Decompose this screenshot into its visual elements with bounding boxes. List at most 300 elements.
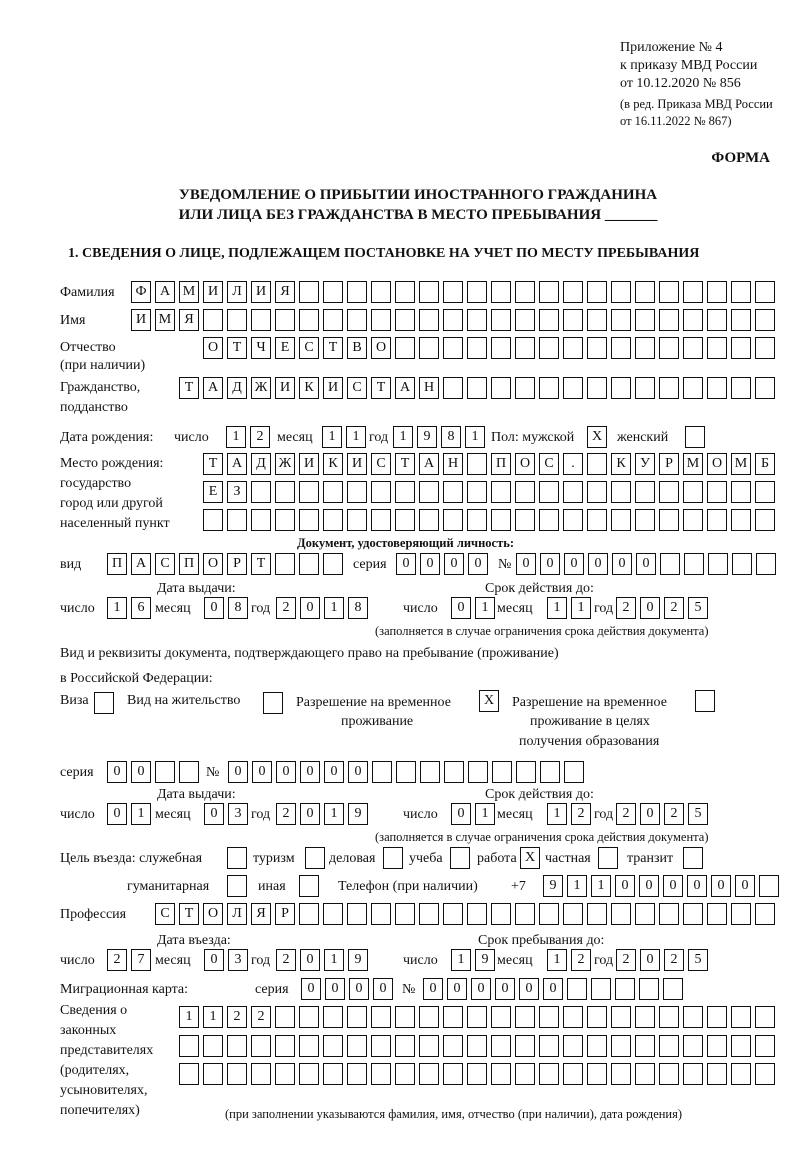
char-box[interactable] <box>563 377 583 399</box>
char-box[interactable] <box>659 1063 679 1085</box>
char-box[interactable] <box>371 903 391 925</box>
char-box[interactable]: С <box>347 377 367 399</box>
char-box[interactable] <box>539 1006 559 1028</box>
char-box[interactable] <box>683 847 703 869</box>
char-box[interactable] <box>299 1035 319 1057</box>
char-box[interactable] <box>395 337 415 359</box>
char-box[interactable] <box>695 690 715 712</box>
char-box[interactable] <box>591 978 611 1000</box>
char-box[interactable] <box>587 903 607 925</box>
char-box[interactable] <box>491 903 511 925</box>
char-box[interactable] <box>251 309 271 331</box>
char-box[interactable] <box>515 281 535 303</box>
char-box[interactable] <box>759 875 779 897</box>
char-box[interactable] <box>755 903 775 925</box>
char-box[interactable] <box>227 309 247 331</box>
char-box[interactable] <box>515 509 535 531</box>
char-box[interactable]: 0 <box>663 875 683 897</box>
char-box[interactable] <box>563 337 583 359</box>
char-box[interactable]: У <box>635 453 655 475</box>
char-box[interactable] <box>755 481 775 503</box>
char-box[interactable] <box>540 761 560 783</box>
char-box[interactable] <box>443 903 463 925</box>
char-box[interactable] <box>707 509 727 531</box>
char-box[interactable]: 0 <box>252 761 272 783</box>
char-box[interactable]: 0 <box>735 875 755 897</box>
char-box[interactable] <box>683 309 703 331</box>
char-box[interactable]: Т <box>371 377 391 399</box>
char-box[interactable] <box>347 1035 367 1057</box>
char-box[interactable] <box>419 309 439 331</box>
char-box[interactable]: Ф <box>131 281 151 303</box>
char-box[interactable] <box>564 761 584 783</box>
char-box[interactable]: 1 <box>226 426 246 448</box>
char-box[interactable] <box>203 1063 223 1085</box>
char-box[interactable]: Б <box>755 453 775 475</box>
char-box[interactable] <box>299 281 319 303</box>
char-box[interactable] <box>635 1035 655 1057</box>
char-box[interactable] <box>467 337 487 359</box>
char-box[interactable] <box>371 281 391 303</box>
char-box[interactable] <box>611 481 631 503</box>
char-box[interactable] <box>491 481 511 503</box>
char-box[interactable]: 0 <box>447 978 467 1000</box>
char-box[interactable] <box>635 281 655 303</box>
char-box[interactable] <box>563 1035 583 1057</box>
char-box[interactable] <box>639 978 659 1000</box>
char-box[interactable] <box>323 1035 343 1057</box>
char-box[interactable] <box>323 553 343 575</box>
char-box[interactable]: 8 <box>441 426 461 448</box>
char-box[interactable]: С <box>299 337 319 359</box>
char-box[interactable] <box>683 1006 703 1028</box>
char-box[interactable]: 1 <box>451 949 471 971</box>
char-box[interactable]: 1 <box>107 597 127 619</box>
char-box[interactable]: 0 <box>204 803 224 825</box>
char-box[interactable] <box>491 1063 511 1085</box>
char-box[interactable]: Н <box>419 377 439 399</box>
char-box[interactable] <box>299 553 319 575</box>
char-box[interactable] <box>755 377 775 399</box>
char-box[interactable] <box>251 481 271 503</box>
char-box[interactable] <box>419 337 439 359</box>
char-box[interactable] <box>371 1006 391 1028</box>
char-box[interactable] <box>275 553 295 575</box>
char-box[interactable]: Е <box>275 337 295 359</box>
char-box[interactable] <box>419 1035 439 1057</box>
char-box[interactable]: 2 <box>571 803 591 825</box>
char-box[interactable] <box>347 1006 367 1028</box>
char-box[interactable]: Т <box>203 453 223 475</box>
char-box[interactable]: Н <box>443 453 463 475</box>
char-box[interactable] <box>611 281 631 303</box>
char-box[interactable]: О <box>203 903 223 925</box>
char-box[interactable]: 0 <box>516 553 536 575</box>
char-box[interactable] <box>371 309 391 331</box>
char-box[interactable] <box>659 377 679 399</box>
char-box[interactable] <box>443 281 463 303</box>
char-box[interactable] <box>443 1063 463 1085</box>
char-box[interactable]: Я <box>251 903 271 925</box>
char-box[interactable] <box>251 1035 271 1057</box>
char-box[interactable] <box>611 309 631 331</box>
char-box[interactable] <box>587 281 607 303</box>
char-box[interactable] <box>443 509 463 531</box>
char-box[interactable] <box>275 1063 295 1085</box>
char-box[interactable]: 0 <box>468 553 488 575</box>
char-box[interactable] <box>227 847 247 869</box>
char-box[interactable] <box>683 509 703 531</box>
char-box[interactable]: С <box>155 553 175 575</box>
char-box[interactable]: Ж <box>251 377 271 399</box>
char-box[interactable]: 2 <box>664 597 684 619</box>
char-box[interactable]: П <box>491 453 511 475</box>
char-box[interactable] <box>587 1006 607 1028</box>
char-box[interactable] <box>395 481 415 503</box>
char-box[interactable] <box>515 903 535 925</box>
char-box[interactable] <box>684 553 704 575</box>
char-box[interactable] <box>395 281 415 303</box>
char-box[interactable]: 0 <box>349 978 369 1000</box>
char-box[interactable] <box>539 509 559 531</box>
char-box[interactable] <box>371 481 391 503</box>
char-box[interactable] <box>299 903 319 925</box>
char-box[interactable] <box>635 1063 655 1085</box>
char-box[interactable] <box>756 553 776 575</box>
char-box[interactable] <box>467 1006 487 1028</box>
char-box[interactable] <box>731 1006 751 1028</box>
char-box[interactable]: 0 <box>348 761 368 783</box>
char-box[interactable] <box>598 847 618 869</box>
char-box[interactable] <box>708 553 728 575</box>
char-box[interactable]: Я <box>275 281 295 303</box>
char-box[interactable]: А <box>155 281 175 303</box>
char-box[interactable] <box>383 847 403 869</box>
char-box[interactable] <box>323 509 343 531</box>
char-box[interactable] <box>611 1063 631 1085</box>
char-box[interactable]: 1 <box>567 875 587 897</box>
char-box[interactable]: 2 <box>616 597 636 619</box>
char-box[interactable]: 1 <box>591 875 611 897</box>
char-box[interactable]: И <box>323 377 343 399</box>
char-box[interactable] <box>683 1063 703 1085</box>
char-box[interactable] <box>155 761 175 783</box>
char-box[interactable]: 0 <box>636 553 656 575</box>
char-box[interactable] <box>587 1035 607 1057</box>
char-box[interactable]: 0 <box>687 875 707 897</box>
char-box[interactable] <box>707 377 727 399</box>
char-box[interactable] <box>299 509 319 531</box>
char-box[interactable] <box>275 481 295 503</box>
char-box[interactable]: 0 <box>373 978 393 1000</box>
char-box[interactable]: 0 <box>451 597 471 619</box>
char-box[interactable] <box>635 309 655 331</box>
char-box[interactable] <box>707 337 727 359</box>
char-box[interactable] <box>635 481 655 503</box>
char-box[interactable]: . <box>563 453 583 475</box>
char-box[interactable] <box>420 761 440 783</box>
char-box[interactable] <box>443 337 463 359</box>
char-box[interactable]: 0 <box>444 553 464 575</box>
char-box[interactable]: И <box>275 377 295 399</box>
char-box[interactable] <box>371 509 391 531</box>
char-box[interactable] <box>491 337 511 359</box>
char-box[interactable]: Р <box>275 903 295 925</box>
char-box[interactable] <box>203 509 223 531</box>
char-box[interactable] <box>731 509 751 531</box>
char-box[interactable]: Д <box>227 377 247 399</box>
char-box[interactable] <box>443 481 463 503</box>
char-box[interactable] <box>755 309 775 331</box>
char-box[interactable]: 1 <box>465 426 485 448</box>
char-box[interactable]: О <box>203 553 223 575</box>
char-box[interactable]: В <box>347 337 367 359</box>
char-box[interactable]: 1 <box>324 949 344 971</box>
char-box[interactable]: 3 <box>228 949 248 971</box>
char-box[interactable] <box>299 875 319 897</box>
char-box[interactable]: М <box>155 309 175 331</box>
char-box[interactable]: А <box>419 453 439 475</box>
char-box[interactable]: Т <box>227 337 247 359</box>
char-box[interactable] <box>275 1006 295 1028</box>
char-box[interactable]: 1 <box>203 1006 223 1028</box>
char-box[interactable] <box>683 1035 703 1057</box>
char-box[interactable] <box>659 1006 679 1028</box>
char-box[interactable]: 0 <box>228 761 248 783</box>
char-box[interactable] <box>467 281 487 303</box>
char-box[interactable] <box>419 903 439 925</box>
char-box[interactable]: П <box>179 553 199 575</box>
char-box[interactable]: Т <box>323 337 343 359</box>
char-box[interactable] <box>563 1006 583 1028</box>
char-box[interactable] <box>731 1063 751 1085</box>
char-box[interactable] <box>515 1063 535 1085</box>
char-box[interactable]: 0 <box>612 553 632 575</box>
char-box[interactable]: 0 <box>204 597 224 619</box>
char-box[interactable] <box>659 509 679 531</box>
char-box[interactable] <box>611 903 631 925</box>
char-box[interactable] <box>539 377 559 399</box>
char-box[interactable] <box>539 481 559 503</box>
char-box[interactable] <box>635 377 655 399</box>
char-box[interactable]: И <box>203 281 223 303</box>
char-box[interactable]: X <box>479 690 499 712</box>
char-box[interactable]: И <box>347 453 367 475</box>
char-box[interactable]: 2 <box>616 803 636 825</box>
char-box[interactable] <box>587 337 607 359</box>
char-box[interactable] <box>707 1035 727 1057</box>
char-box[interactable] <box>467 509 487 531</box>
char-box[interactable] <box>323 903 343 925</box>
char-box[interactable] <box>515 1035 535 1057</box>
char-box[interactable]: 2 <box>107 949 127 971</box>
char-box[interactable]: 3 <box>228 803 248 825</box>
char-box[interactable] <box>539 309 559 331</box>
char-box[interactable]: Р <box>659 453 679 475</box>
char-box[interactable] <box>587 509 607 531</box>
char-box[interactable] <box>685 426 705 448</box>
char-box[interactable]: 0 <box>471 978 491 1000</box>
char-box[interactable] <box>683 481 703 503</box>
char-box[interactable] <box>659 309 679 331</box>
char-box[interactable] <box>707 309 727 331</box>
char-box[interactable]: Т <box>179 903 199 925</box>
char-box[interactable]: П <box>107 553 127 575</box>
char-box[interactable]: 0 <box>519 978 539 1000</box>
char-box[interactable] <box>179 761 199 783</box>
char-box[interactable]: Л <box>227 903 247 925</box>
char-box[interactable]: 0 <box>451 803 471 825</box>
char-box[interactable] <box>539 1063 559 1085</box>
char-box[interactable] <box>275 309 295 331</box>
char-box[interactable]: 0 <box>640 597 660 619</box>
char-box[interactable] <box>731 309 751 331</box>
char-box[interactable]: Т <box>179 377 199 399</box>
char-box[interactable]: 5 <box>688 803 708 825</box>
char-box[interactable] <box>419 509 439 531</box>
char-box[interactable] <box>516 761 536 783</box>
char-box[interactable] <box>444 761 464 783</box>
char-box[interactable] <box>683 377 703 399</box>
char-box[interactable] <box>395 1035 415 1057</box>
char-box[interactable]: 2 <box>571 949 591 971</box>
char-box[interactable] <box>467 1063 487 1085</box>
char-box[interactable] <box>563 481 583 503</box>
char-box[interactable] <box>395 309 415 331</box>
char-box[interactable]: О <box>707 453 727 475</box>
char-box[interactable]: 2 <box>664 949 684 971</box>
char-box[interactable] <box>635 903 655 925</box>
char-box[interactable] <box>396 761 416 783</box>
char-box[interactable]: 1 <box>324 597 344 619</box>
char-box[interactable] <box>395 903 415 925</box>
char-box[interactable]: 2 <box>276 949 296 971</box>
char-box[interactable] <box>275 509 295 531</box>
char-box[interactable]: 0 <box>588 553 608 575</box>
char-box[interactable] <box>251 1063 271 1085</box>
char-box[interactable]: 1 <box>346 426 366 448</box>
char-box[interactable] <box>515 377 535 399</box>
char-box[interactable] <box>659 281 679 303</box>
char-box[interactable] <box>491 309 511 331</box>
char-box[interactable] <box>323 1063 343 1085</box>
char-box[interactable] <box>611 509 631 531</box>
char-box[interactable] <box>659 903 679 925</box>
char-box[interactable]: М <box>683 453 703 475</box>
char-box[interactable]: 0 <box>640 949 660 971</box>
char-box[interactable] <box>635 509 655 531</box>
char-box[interactable] <box>707 1063 727 1085</box>
char-box[interactable] <box>94 692 114 714</box>
char-box[interactable]: 0 <box>325 978 345 1000</box>
char-box[interactable] <box>492 761 512 783</box>
char-box[interactable]: 2 <box>251 1006 271 1028</box>
char-box[interactable]: 0 <box>543 978 563 1000</box>
char-box[interactable] <box>395 509 415 531</box>
char-box[interactable]: К <box>299 377 319 399</box>
char-box[interactable]: 0 <box>540 553 560 575</box>
char-box[interactable] <box>587 453 607 475</box>
char-box[interactable]: 0 <box>640 803 660 825</box>
char-box[interactable]: 8 <box>348 597 368 619</box>
char-box[interactable] <box>179 1063 199 1085</box>
char-box[interactable]: И <box>251 281 271 303</box>
char-box[interactable]: 0 <box>615 875 635 897</box>
char-box[interactable] <box>563 281 583 303</box>
char-box[interactable]: С <box>539 453 559 475</box>
char-box[interactable] <box>707 1006 727 1028</box>
char-box[interactable]: 9 <box>348 949 368 971</box>
char-box[interactable] <box>323 309 343 331</box>
char-box[interactable]: Т <box>251 553 271 575</box>
char-box[interactable] <box>227 1063 247 1085</box>
char-box[interactable] <box>515 337 535 359</box>
char-box[interactable] <box>615 978 635 1000</box>
char-box[interactable]: 2 <box>227 1006 247 1028</box>
char-box[interactable] <box>395 1063 415 1085</box>
char-box[interactable]: 0 <box>711 875 731 897</box>
char-box[interactable] <box>371 1063 391 1085</box>
char-box[interactable] <box>731 1035 751 1057</box>
char-box[interactable] <box>419 1063 439 1085</box>
char-box[interactable] <box>227 509 247 531</box>
char-box[interactable]: 0 <box>107 761 127 783</box>
char-box[interactable]: 1 <box>131 803 151 825</box>
char-box[interactable] <box>227 1035 247 1057</box>
char-box[interactable]: 2 <box>276 803 296 825</box>
char-box[interactable] <box>663 978 683 1000</box>
char-box[interactable] <box>563 509 583 531</box>
char-box[interactable] <box>515 309 535 331</box>
char-box[interactable] <box>587 377 607 399</box>
char-box[interactable] <box>467 903 487 925</box>
char-box[interactable] <box>395 1006 415 1028</box>
char-box[interactable] <box>731 281 751 303</box>
char-box[interactable]: К <box>611 453 631 475</box>
char-box[interactable] <box>611 1006 631 1028</box>
char-box[interactable] <box>707 481 727 503</box>
char-box[interactable]: А <box>395 377 415 399</box>
char-box[interactable] <box>491 1035 511 1057</box>
char-box[interactable] <box>683 337 703 359</box>
char-box[interactable] <box>467 377 487 399</box>
char-box[interactable] <box>659 337 679 359</box>
char-box[interactable] <box>419 281 439 303</box>
char-box[interactable]: Д <box>251 453 271 475</box>
char-box[interactable] <box>683 281 703 303</box>
char-box[interactable]: X <box>587 426 607 448</box>
char-box[interactable] <box>731 481 751 503</box>
char-box[interactable] <box>731 377 751 399</box>
char-box[interactable]: 5 <box>688 949 708 971</box>
char-box[interactable]: 1 <box>547 803 567 825</box>
char-box[interactable]: 0 <box>276 761 296 783</box>
char-box[interactable]: Ж <box>275 453 295 475</box>
char-box[interactable]: Я <box>179 309 199 331</box>
char-box[interactable]: 0 <box>131 761 151 783</box>
char-box[interactable]: С <box>371 453 391 475</box>
char-box[interactable] <box>731 337 751 359</box>
char-box[interactable] <box>443 377 463 399</box>
char-box[interactable] <box>372 761 392 783</box>
char-box[interactable]: 2 <box>616 949 636 971</box>
char-box[interactable]: 0 <box>300 949 320 971</box>
char-box[interactable] <box>755 1006 775 1028</box>
char-box[interactable] <box>347 481 367 503</box>
char-box[interactable]: К <box>323 453 343 475</box>
char-box[interactable] <box>755 1063 775 1085</box>
char-box[interactable]: 1 <box>179 1006 199 1028</box>
